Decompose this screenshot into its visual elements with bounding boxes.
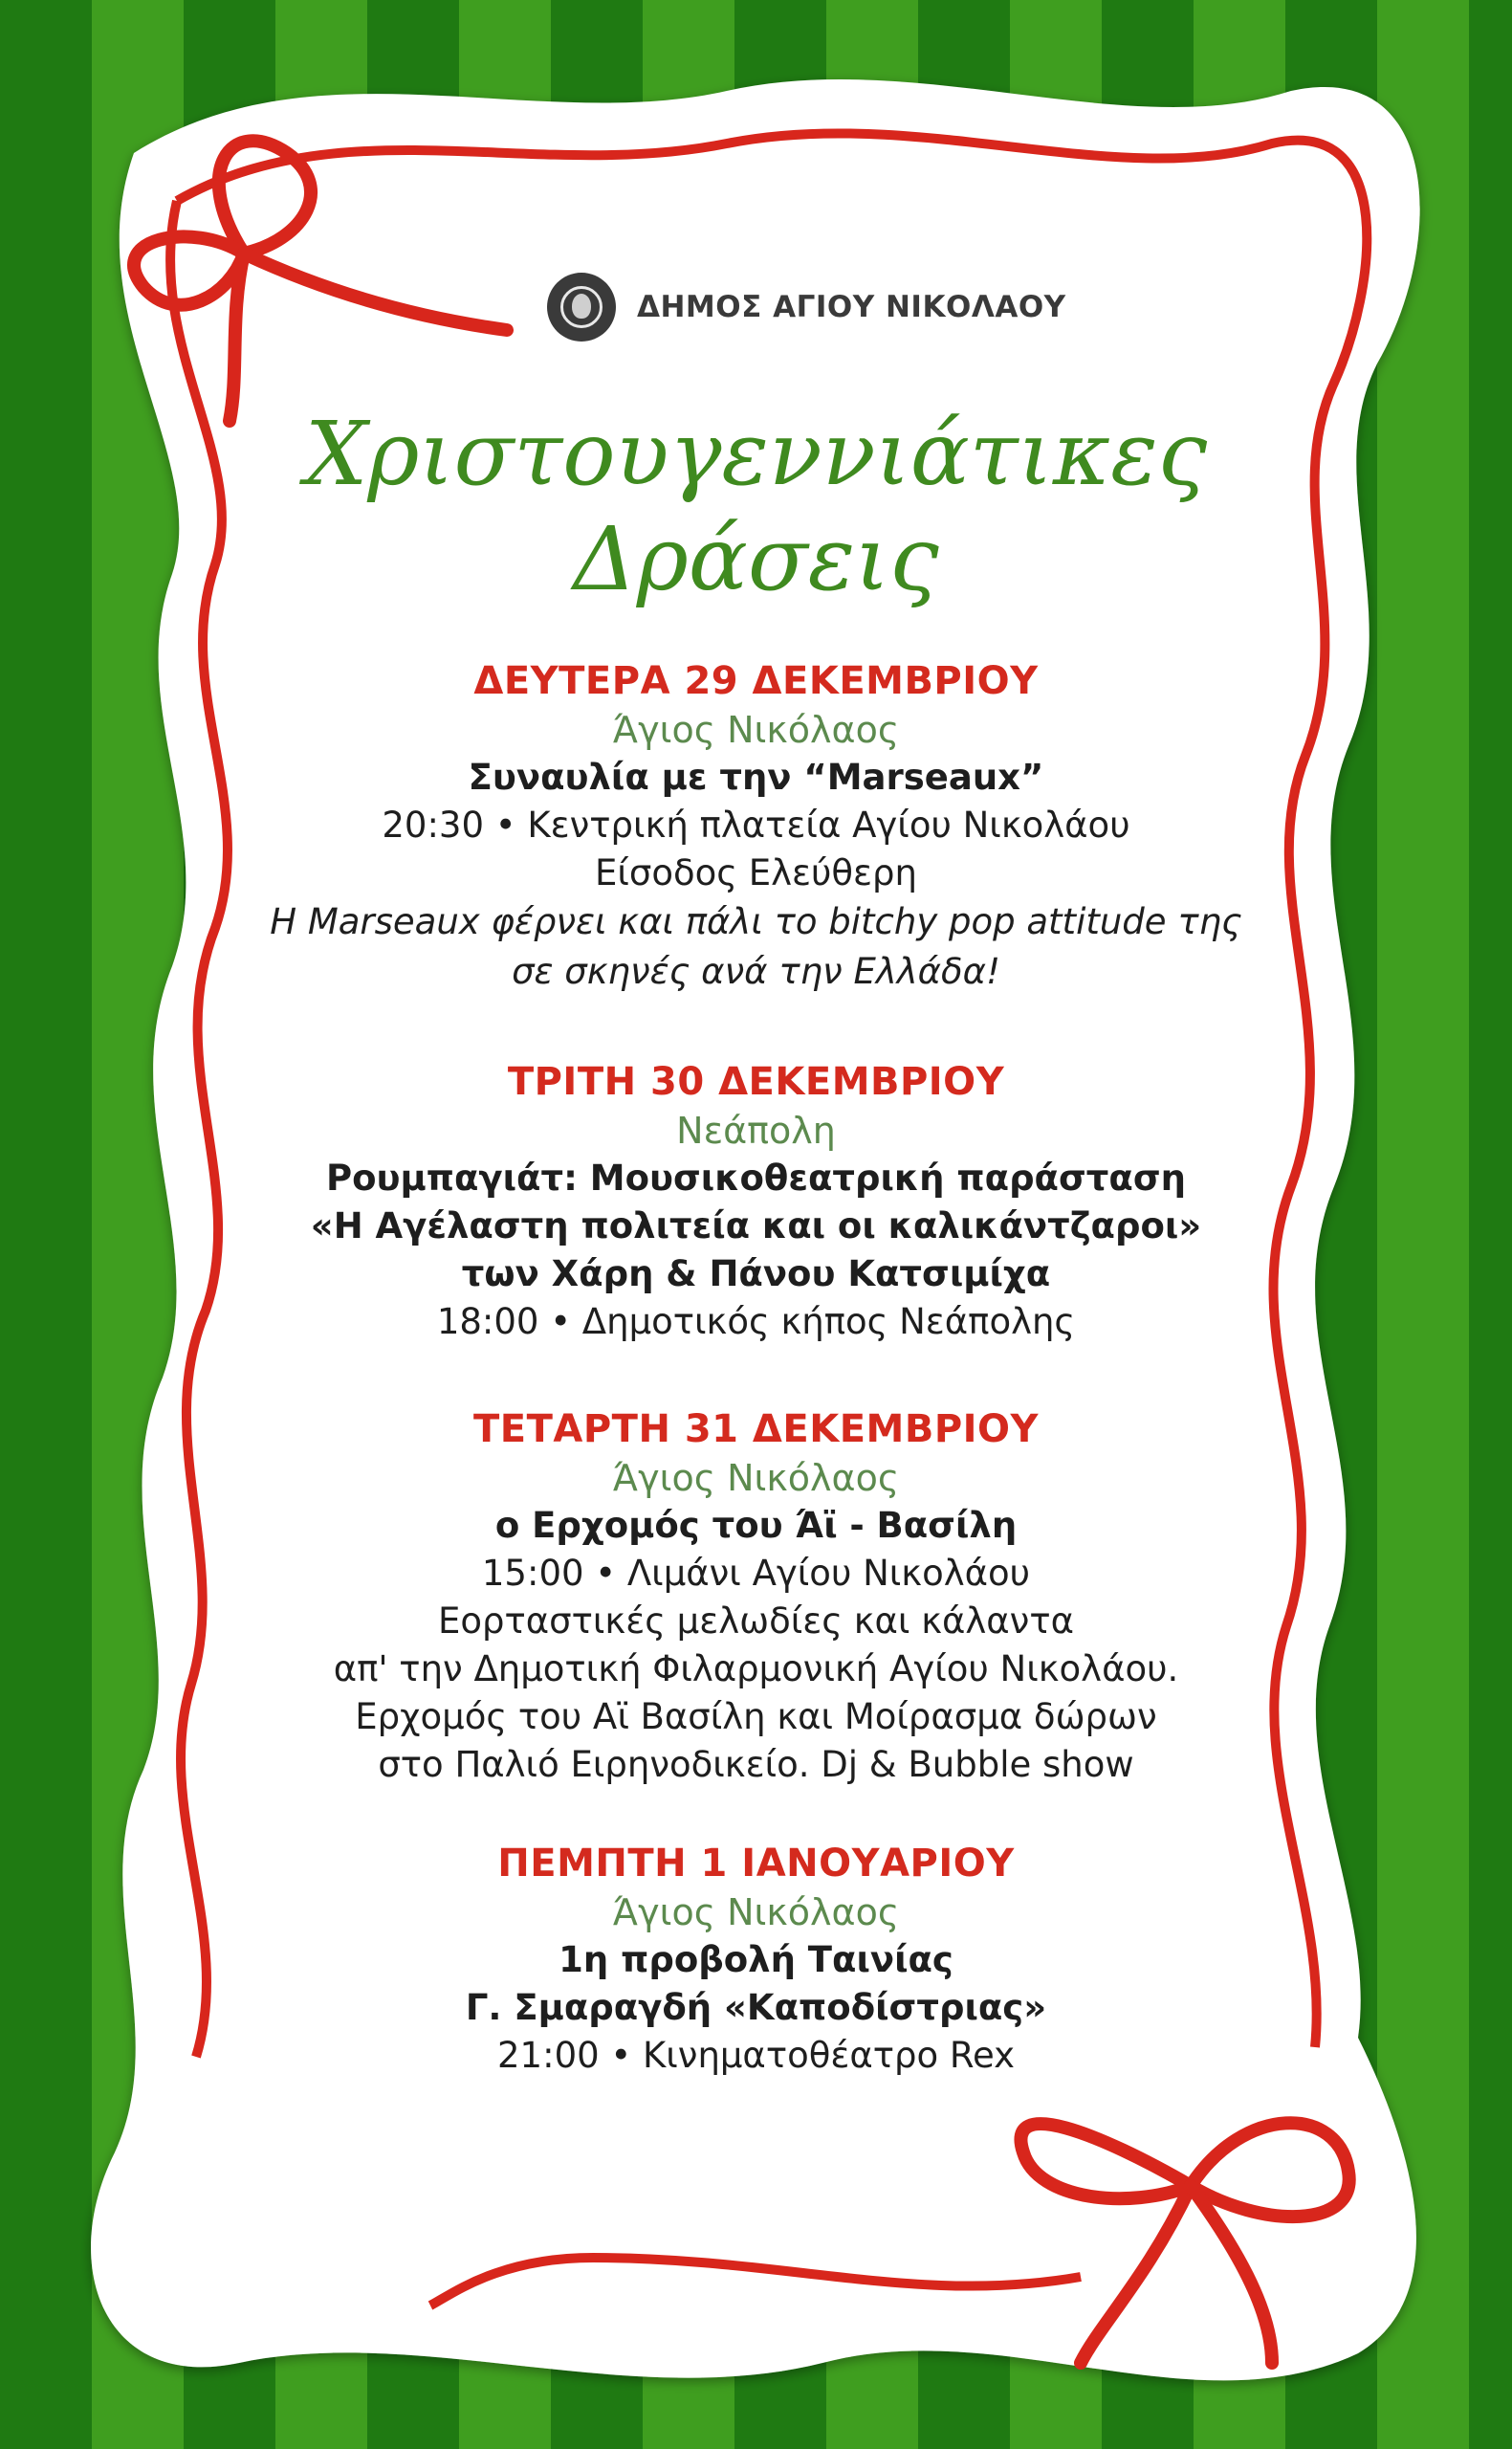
municipality-header [547, 272, 1066, 342]
event-line: Εορταστικές μελωδίες και κάλαντα [437, 1600, 1075, 1642]
event-day: ΔΕΥΤΕΡΑ 29 ΔΕΚΕΜΒΡΙΟΥ [473, 659, 1039, 703]
event-place: Άγιος Νικόλαος [612, 1891, 900, 1933]
event-title: Ρουμπαγιάτ: Μουσικοθεατρική παράσταση [326, 1158, 1186, 1199]
event-title: 1η προβολή Ταινίας [559, 1939, 953, 1980]
event-line: 21:00 • Κινηματοθέατρο Rex [497, 2035, 1015, 2076]
event-line: 15:00 • Λιμάνι Αγίου Νικολάου [481, 1553, 1031, 1594]
page-title [0, 402, 1512, 612]
event-block-1 [220, 656, 1292, 997]
municipality-seal-icon [547, 273, 616, 342]
event-block-2 [220, 1057, 1292, 1346]
title-line-1: Χριστουγεννιάτικες [304, 403, 1208, 505]
event-description: Η Marseaux φέρνει και πάλι το bitchy pop attitude της [270, 901, 1242, 942]
event-day: ΤΕΤΑΡΤΗ 31 ΔΕΚΕΜΒΡΙΟΥ [472, 1407, 1039, 1451]
event-line: Ερχομός του Αϊ Βασίλη και Μοίρασμα δώρων [355, 1696, 1157, 1737]
event-line: 18:00 • Δημοτικός κήπος Νεάπολης [436, 1301, 1076, 1342]
event-day: ΤΡΙΤΗ 30 ΔΕΚΕΜΒΡΙΟΥ [507, 1060, 1005, 1104]
event-line: απ' την Δημοτική Φιλαρμονική Αγίου Νικολάου. [333, 1648, 1179, 1689]
event-place: Άγιος Νικόλαος [612, 1457, 900, 1499]
event-title: Γ. Σμαραγδή «Καποδίστριας» [465, 1987, 1047, 2028]
municipality-name: ΔΗΜΟΣ ΑΓΙΟΥ ΝΙΚΟΛΑΟΥ [637, 290, 1066, 324]
event-title: Συναυλία με την “Marseaux” [468, 757, 1044, 798]
event-place: Άγιος Νικόλαος [612, 709, 900, 751]
event-day: ΠΕΜΠΤΗ 1 ΙΑΝΟΥΑΡΙΟΥ [497, 1842, 1015, 1886]
event-description: σε σκηνές ανά την Ελλάδα! [512, 951, 1000, 992]
event-line: στο Παλιό Ειρηνοδικείο. Dj & Bubble show [378, 1744, 1134, 1785]
title-line-2: Δράσεις [573, 508, 939, 610]
event-line: 20:30 • Κεντρική πλατεία Αγίου Νικολάου [382, 805, 1130, 846]
event-block-4 [220, 1839, 1292, 2080]
event-place: Νεάπολη [676, 1110, 836, 1152]
event-title: «Η Αγέλαστη πολιτεία και οι καλικάντζαροι» [310, 1205, 1202, 1247]
event-title: ο Ερχομός του Άϊ - Βασίλη [494, 1505, 1018, 1546]
event-title: των Χάρη & Πάνου Κατσιμίχα [461, 1253, 1051, 1294]
event-block-3 [220, 1404, 1292, 1789]
event-line: Είσοδος Ελεύθερη [595, 852, 917, 894]
